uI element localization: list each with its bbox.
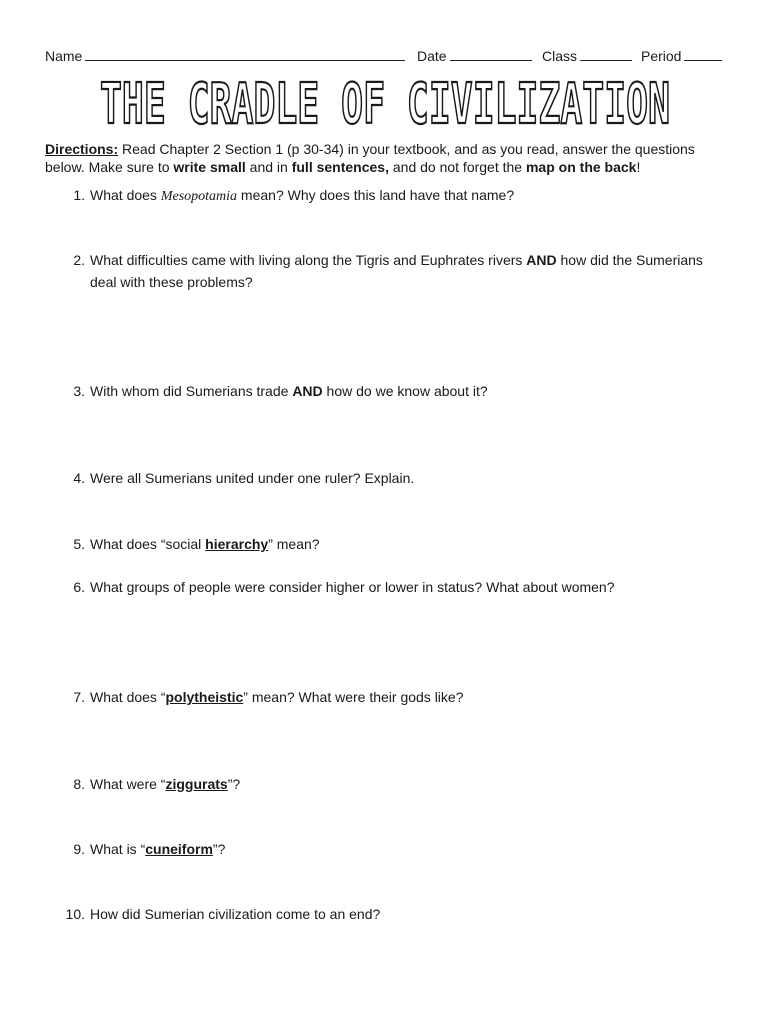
directions-bold-2: full sentences, — [291, 159, 389, 175]
question-text: What is “cuneiform”? — [90, 841, 226, 857]
question-text: What were “ziggurats”? — [90, 776, 241, 792]
directions-text-1: Read Chapter 2 Section 1 (p 30-34) in your textbook, and as you read, answer the questions below. Make sure to — [45, 141, 695, 175]
worksheet-title — [95, 72, 675, 132]
directions-text-2: and in — [245, 159, 292, 175]
question-text: With whom did Sumerians trade AND how do we know about it? — [90, 383, 488, 399]
question-number: 4. — [73, 470, 85, 486]
name-label: Name — [45, 48, 83, 64]
class-blank-line[interactable] — [580, 46, 632, 61]
class-field[interactable] — [542, 46, 632, 66]
directions-bold-3: map on the back — [525, 159, 637, 175]
question-text: How did Sumerian civilization come to an end? — [90, 906, 381, 922]
name-field[interactable] — [45, 46, 405, 66]
date-blank-line[interactable] — [450, 46, 532, 61]
directions-text-3: and do not forget the — [388, 159, 526, 175]
title-text: THE CRADLE OF CIVILIZATION — [100, 72, 670, 132]
question-number: 7. — [73, 689, 85, 705]
name-blank-line[interactable] — [85, 46, 405, 61]
question-text: Were all Sumerians united under one ruler? Explain. — [90, 470, 415, 486]
question-number: 3. — [73, 383, 85, 399]
question-text: What does “social hierarchy” mean? — [90, 536, 320, 552]
period-blank-line[interactable] — [684, 46, 722, 61]
period-field[interactable] — [641, 46, 722, 66]
question-number: 9. — [73, 841, 85, 857]
directions-label: Directions: — [45, 141, 119, 157]
question-number: 6. — [73, 579, 85, 595]
question-text: What groups of people were consider higher or lower in status? What about women? — [90, 579, 615, 595]
title-lettering — [95, 72, 675, 132]
period-label: Period — [641, 48, 682, 64]
question-number: 1. — [73, 187, 85, 203]
class-label: Class — [542, 48, 578, 64]
directions-text-4: ! — [636, 159, 641, 175]
question-number: 10. — [65, 906, 85, 922]
date-label: Date — [417, 48, 447, 64]
date-field[interactable] — [417, 46, 532, 66]
question-number: 8. — [73, 776, 85, 792]
question-text: What difficulties came with living along the Tigris and Euphrates rivers AND how did the Sumerians deal with these problems? — [90, 252, 703, 290]
directions-paragraph — [45, 140, 725, 176]
student-info-row — [45, 46, 725, 66]
question-number: 5. — [73, 536, 85, 552]
directions-bold-1: write small — [173, 159, 246, 175]
question-text: What does Mesopotamia mean? Why does this land have that name? — [90, 187, 515, 204]
question-number: 2. — [73, 252, 85, 268]
question-text: What does “polytheistic” mean? What were their gods like? — [90, 689, 464, 705]
